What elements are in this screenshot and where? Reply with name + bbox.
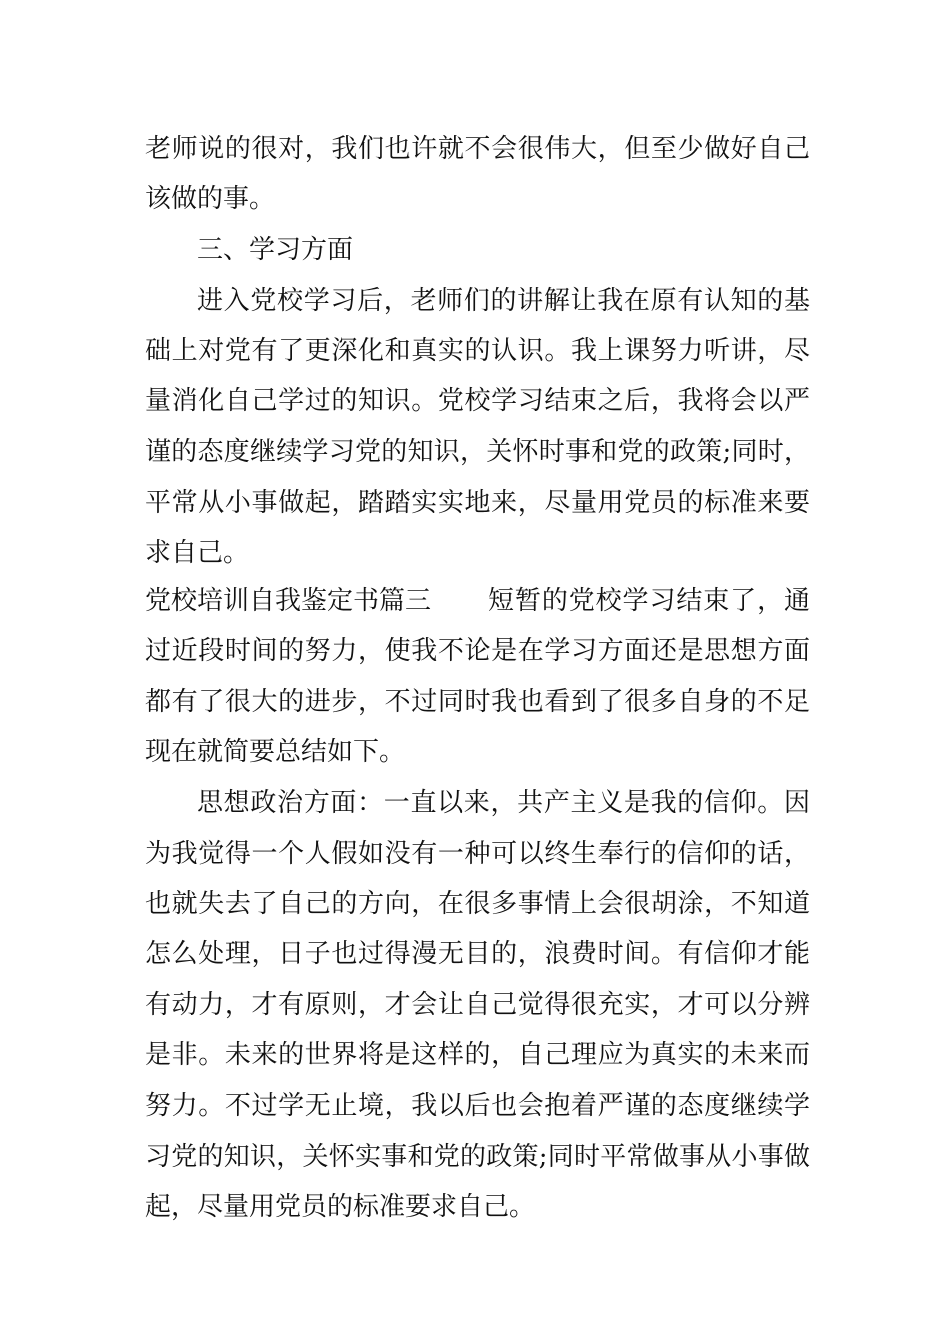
paragraph-line: 现在就简要总结如下。 <box>145 737 406 767</box>
paragraph-line: 是非。未来的世界将是这样的，自己理应为真实的未来而 <box>145 1040 810 1070</box>
paragraph-line: 平常从小事做起，踏踏实实地来，尽量用党员的标准来要 <box>145 488 810 518</box>
paragraph-line: 础上对党有了更深化和真实的认识。我上课努力听讲，尽 <box>145 336 810 366</box>
paragraph-line: 过近段时间的努力，使我不论是在学习方面还是思想方面 <box>145 636 810 666</box>
paragraph-line: 怎么处理，日子也过得漫无目的，浪费时间。有信仰才能 <box>145 939 810 969</box>
paragraph-line: 起，尽量用党员的标准要求自己。 <box>145 1192 536 1222</box>
paragraph-line: 思想政治方面：一直以来，共产主义是我的信仰。因 <box>197 788 810 818</box>
paragraph-line: 量消化自己学过的知识。党校学习结束之后，我将会以严 <box>145 386 810 416</box>
paragraph-line: 努力。不过学无止境，我以后也会抱着严谨的态度继续学 <box>145 1091 810 1121</box>
paragraph-line: 该做的事。 <box>145 184 276 214</box>
paragraph-line: 有动力，才有原则，才会让自己觉得很充实，才可以分辨 <box>145 990 810 1020</box>
paragraph-line: 进入党校学习后，老师们的讲解让我在原有认知的基 <box>197 286 810 316</box>
paragraph-line: 短暂的党校学习结束了，通 <box>488 586 810 616</box>
article-title: 党校培训自我鉴定书篇三 <box>145 586 432 616</box>
section-heading: 三、学习方面 <box>197 235 354 265</box>
paragraph-line: 为我觉得一个人假如没有一种可以终生奉行的信仰的话， <box>145 839 810 869</box>
paragraph-line: 都有了很大的进步，不过同时我也看到了很多自身的不足 <box>145 687 810 717</box>
paragraph-line: 老师说的很对，我们也许就不会很伟大，但至少做好自己 <box>145 134 810 164</box>
paragraph-line: 求自己。 <box>145 538 250 568</box>
paragraph-line: 也就失去了自己的方向，在很多事情上会很胡涂，不知道 <box>145 889 810 919</box>
paragraph-line: 谨的态度继续学习党的知识，关怀时事和党的政策;同时， <box>145 437 810 467</box>
paragraph-line: 习党的知识，关怀实事和党的政策;同时平常做事从小事做 <box>145 1142 810 1172</box>
